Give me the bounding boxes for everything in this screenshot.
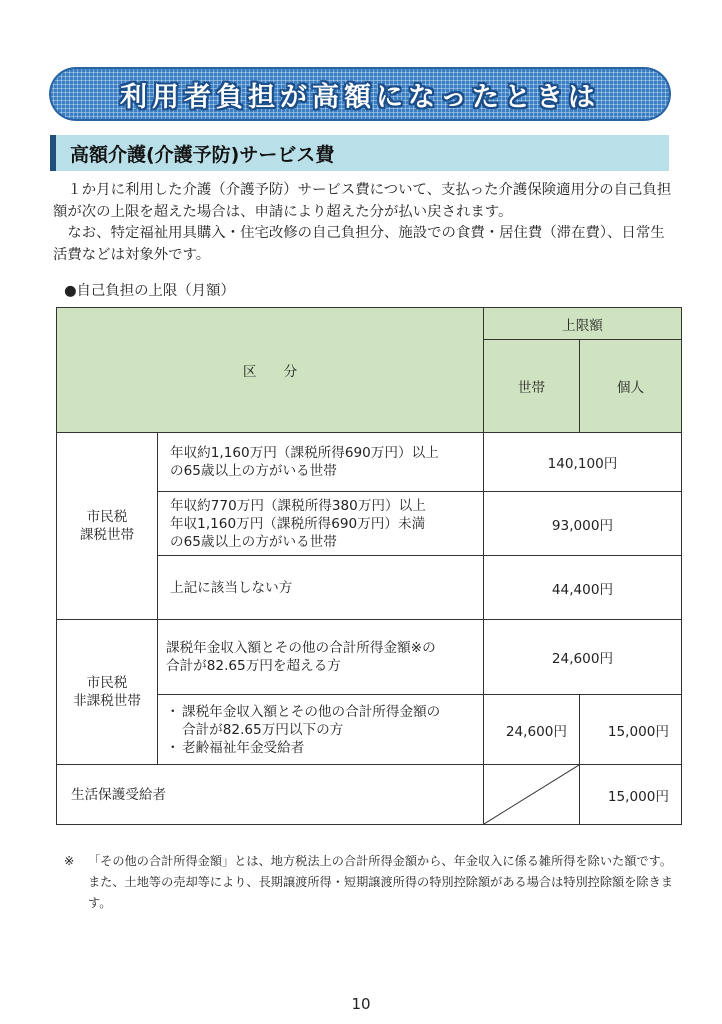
table-row (57, 620, 682, 695)
header-category: 区 分 (57, 308, 484, 433)
row-description (158, 492, 484, 556)
section-heading (50, 135, 669, 171)
diagonal-slash (484, 765, 579, 824)
category-label-line: 市民税 (86, 509, 128, 525)
copayment-limit-table (56, 307, 682, 825)
intro-paragraph-1: １か月に利用した介護（介護予防）サービス費について、支払った介護保険適用分の自己負担額が次の上限を超えた場合は、申請により超えた分が払い戻されます。 (53, 182, 672, 220)
row-description (158, 620, 484, 695)
table-header-row-1 (57, 308, 682, 340)
table-caption: ●自己負担の上限（月額） (64, 283, 235, 299)
section-title: 高額介護(介護予防)サービス費 (70, 143, 335, 166)
row-amount: 140,100円 (484, 433, 682, 492)
list-item (170, 703, 475, 739)
banner-title: 利用者負担が高額になったときは (120, 81, 600, 113)
bullet-list (170, 703, 475, 757)
description-line: 合計が82.65万円を超える方 (166, 658, 341, 674)
table-row (57, 765, 682, 825)
description-line: 課税年金収入額とその他の合計所得金額※の (166, 640, 436, 656)
description-line: の65歳以上の方がいる世帯 (170, 533, 337, 550)
description-line: 年収約1,160万円（課税所得690万円）以上 (170, 445, 439, 461)
description-line: 合計が82.65万円以下の方 (182, 721, 344, 738)
header-individual: 個人 (580, 340, 682, 433)
header-limit: 上限額 (484, 308, 682, 340)
description-line: 年収1,160万円（課税所得690万円）未満 (170, 515, 426, 532)
page-banner (49, 67, 671, 121)
footnote-mark: ※ (64, 854, 75, 868)
description-line: 年収約770万円（課税所得380万円）以上 (170, 497, 426, 514)
row-description (158, 695, 484, 765)
welfare-label: 生活保護受給者 (57, 765, 484, 825)
category-label-line: 非課税世帯 (73, 693, 141, 709)
footnote (64, 851, 674, 914)
category-non-taxed-household (57, 620, 158, 765)
row-amount: 93,000円 (484, 492, 682, 556)
row-amount: 24,600円 (484, 620, 682, 695)
header-household: 世帯 (484, 340, 580, 433)
description-line: ・ 課税年金収入額とその他の合計所得金額の (182, 703, 441, 720)
intro-paragraph-2: なお、特定福祉用具購入・住宅改修の自己負担分、施設での食費・居住費（滞在費）、日常生活費などは対象外です。 (53, 225, 665, 263)
section-accent-bar (50, 135, 56, 171)
row-description (158, 433, 484, 492)
footnote-text: 「その他の合計所得金額」とは、地方税法上の合計所得金額から、年金収入に係る雑所得を除いた額です。また、土地等の売却等により、長期譲渡所得・短期譲渡所得の特別控除額がある場合は特別控除額を除きます。 (88, 854, 673, 910)
table-row (57, 433, 682, 492)
intro-text (53, 180, 673, 266)
category-label-line: 課税世帯 (79, 527, 135, 543)
welfare-individual-amount: 15,000円 (580, 765, 682, 825)
row-amount: 44,400円 (484, 556, 682, 620)
list-item: ・ 老齢福祉年金受給者 (170, 739, 475, 757)
description-line: の65歳以上の方がいる世帯 (170, 463, 337, 479)
page-number: 10 (351, 995, 371, 1013)
category-label-line: 市民税 (86, 675, 128, 691)
row-individual-amount: 15,000円 (580, 695, 682, 765)
not-applicable-cell (484, 765, 580, 825)
row-description: 上記に該当しない方 (158, 556, 484, 620)
category-taxed-household (57, 433, 158, 620)
row-household-amount: 24,600円 (484, 695, 580, 765)
